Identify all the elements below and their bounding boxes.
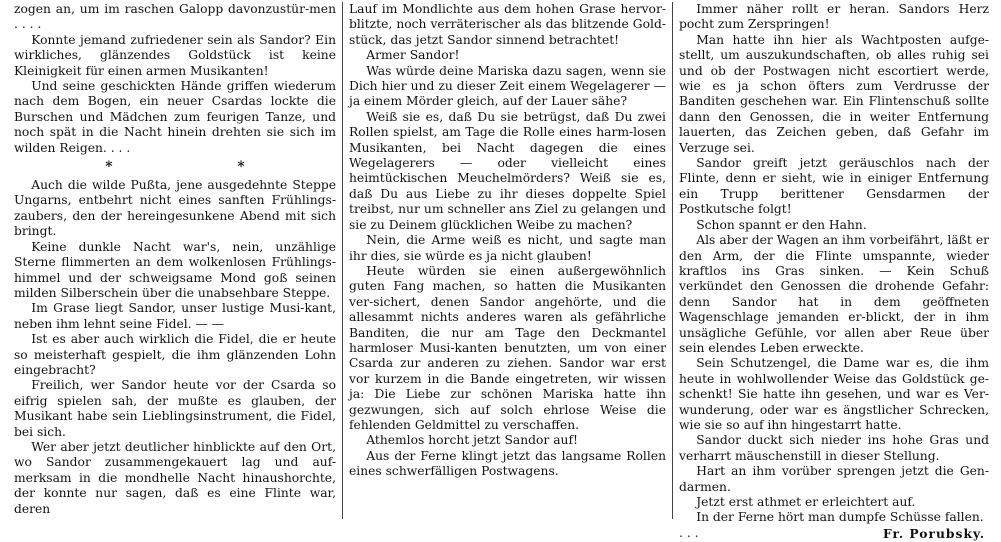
paragraph: Schon spannt er den Hahn. [696, 217, 867, 232]
paragraph: Jetzt erst athmet er erleichtert auf. [696, 495, 916, 509]
paragraph: Was würde deine Mariska dazu sagen, wenn sie Dich hier und zu dieser Zeit einem Wegelagerer — ja einem Mörder gleich, auf der Lauer sähe? [349, 63, 666, 109]
paragraph: Aus der Ferne klingt jetzt das langsame Rollen eines schwerfälligen Postwagens. [349, 448, 666, 479]
text-column-2 [342, 2, 672, 519]
paragraph: Im Grase liegt Sandor, unser lustige Musi-kant, neben ihm lehnt seine Fidel. — — [14, 301, 336, 331]
paragraph: Als aber der Wagen an ihm vorbeifährt, läßt er den Arm, der die Flinte umspannte, wieder kraftlos ins Gras sinken. — Kein Schuß verkündet den Genossen die drohende Gefahr: denn Sandor hat in dem geöffneten Wagenschlage jemanden er-blickt, der in ihm unsägliche Gefühle, vor allen aber Reue über sein elendes Leben erweckte. [679, 233, 989, 355]
paragraph: Lauf im Mondlichte aus dem hohen Grase hervor-blitzte, noch verräterischer als das blitzende Gold-stück, das jetzt Sandor sinnend betrachtet! [349, 2, 666, 47]
paragraph: Freilich, wer Sandor heute vor der Csarda so eifrig spielen sah, der mußte es glauben, der Musikant habe sein Lieblingsinstrument, die Fidel, bei sich. [14, 378, 336, 439]
paragraph: In der Ferne hört man dumpfe Schüsse fallen. . . . [679, 510, 984, 540]
paragraph: Armer Sandor! [366, 48, 460, 63]
paragraph: Wer aber jetzt deutlicher hinblickte auf den Ort, wo Sandor zusammengekauert lag und auf-merksam in die mondhelle Nacht hinaushorchte, der konnte nur sagen, daß es eine Flinte war, deren [14, 439, 336, 516]
paragraph: Athemlos horcht jetzt Sandor auf! [366, 433, 578, 448]
paragraph: Man hatte ihn hier als Wachtposten aufge-stellt, um auszukundschaften, ob alles ruhig sei und ob der Postwagen nicht escortiert werde, wie es ja schon öfters zum Verdrusse der Banditen geschehen war. Ein Flintenschuß sollte dann den Genossen, die in weiter Entfernung lauerten, das Zeichen geben, daß Gefahr im Verzuge sei. [679, 32, 989, 155]
paragraph: Sein Schutzengel, die Dame war es, die ihm heute in wohlwollender Weise das Goldstück ge-schenkt! Sie hatte ihn gesehen, und war es Ver-wunderung, oder war es ängstlicher Schrecken, wie sie so auf ihn hingestarrt hatte. [679, 356, 989, 432]
paragraph: Konnte jemand zufriedener sein als Sandor? Ein wirkliches, glänzendes Goldstück ist keine Kleinigkeit für einen armen Musikanten! [14, 32, 336, 78]
paragraph: Auch die wilde Pußta, jene ausgedehnte Steppe Ungarns, entbehrt nicht eines sanften Frühlings-zaubers, den der hereingesunkene Abend mit sich bringt. [14, 178, 336, 239]
paragraph: zogen an, um im raschen Galopp davonzustür-men . . . . [14, 2, 336, 32]
paragraph: Hart an ihm vorüber sprengen jetzt die Gen-darmen. [679, 464, 989, 494]
paragraph: Sandor duckt sich nieder ins hohe Gras und verharrt mäuschenstill in dieser Stellung. [679, 433, 989, 463]
paragraph: Sandor greift jetzt geräuschlos nach der Flinte, denn er sieht, wie in einiger Entfernung ein Trupp berittener Gensdarmen der Postkutsche folgt! [679, 156, 989, 217]
paragraph: Heute würden sie einen außergewöhnlich guten Fang machen, so hatten die Musikanten ver-sichert, denen Sandor angehörte, und die allesammt nichts anderes waren als gefährliche Banditen, die nur am Tage den Deckmantel harmloser Musi-kanten benutzten, um von einer Csarda zur anderen zu ziehen. Sandor war erst vor kurzem in die Bande eingetreten, wir wissen ja: Die Liebe zur schönen Mariska hatte ihn gezwungen, sich auf solch ehrlose Weise die fehlenden Geldmittel zu verschaffen. [349, 263, 666, 432]
paragraph: Und seine geschickten Hände griffen wiederum nach dem Bogen, ein neuer Csardas lockte die Burschen und Mädchen zum feurigen Tanze, und noch spät in die Nacht hinein drehten sie sich im wilden Reigen. . . . [14, 79, 336, 155]
section-separator-stars: * * [105, 159, 305, 176]
paragraph: Immer näher rollt er heran. Sandors Herz pocht zum Zerspringen! [679, 2, 989, 32]
paragraph: Weiß sie es, daß Du sie betrügst, daß Du zwei Rollen spielst, am Tage die Rolle eines harm-losen Musikanten, bei Nacht dagegen die eines Wegelagerers — oder vielleicht eines heimtückischen Meuchelmörders? Weiß sie es, daß Du aus Liebe zu ihr dieses doppelte Spiel treibst, nur um schneller ans Ziel zu gelangen und sie zu Deinem glücklichen Weibe zu machen? [349, 109, 666, 232]
paragraph: Keine dunkle Nacht war's, nein, unzählige Sterne flimmerten an dem wolkenlosen Frühlings-himmel und der schweigsame Mond goß seinen milden Silberschein über die unabsehbare Steppe. [14, 239, 336, 300]
text-column-1 [8, 2, 342, 519]
paragraph: Ist es aber auch wirklich die Fidel, die er heute so meisterhaft gespielt, die ihm glänzenden Lohn eingebracht? [14, 332, 336, 377]
text-column-3 [672, 2, 995, 542]
author-signature: Fr. Porubsky. [882, 526, 985, 542]
paragraph: Nein, die Arme weiß es nicht, und sagte man ihr dies, sie würde es ja nicht glauben! [349, 233, 666, 263]
